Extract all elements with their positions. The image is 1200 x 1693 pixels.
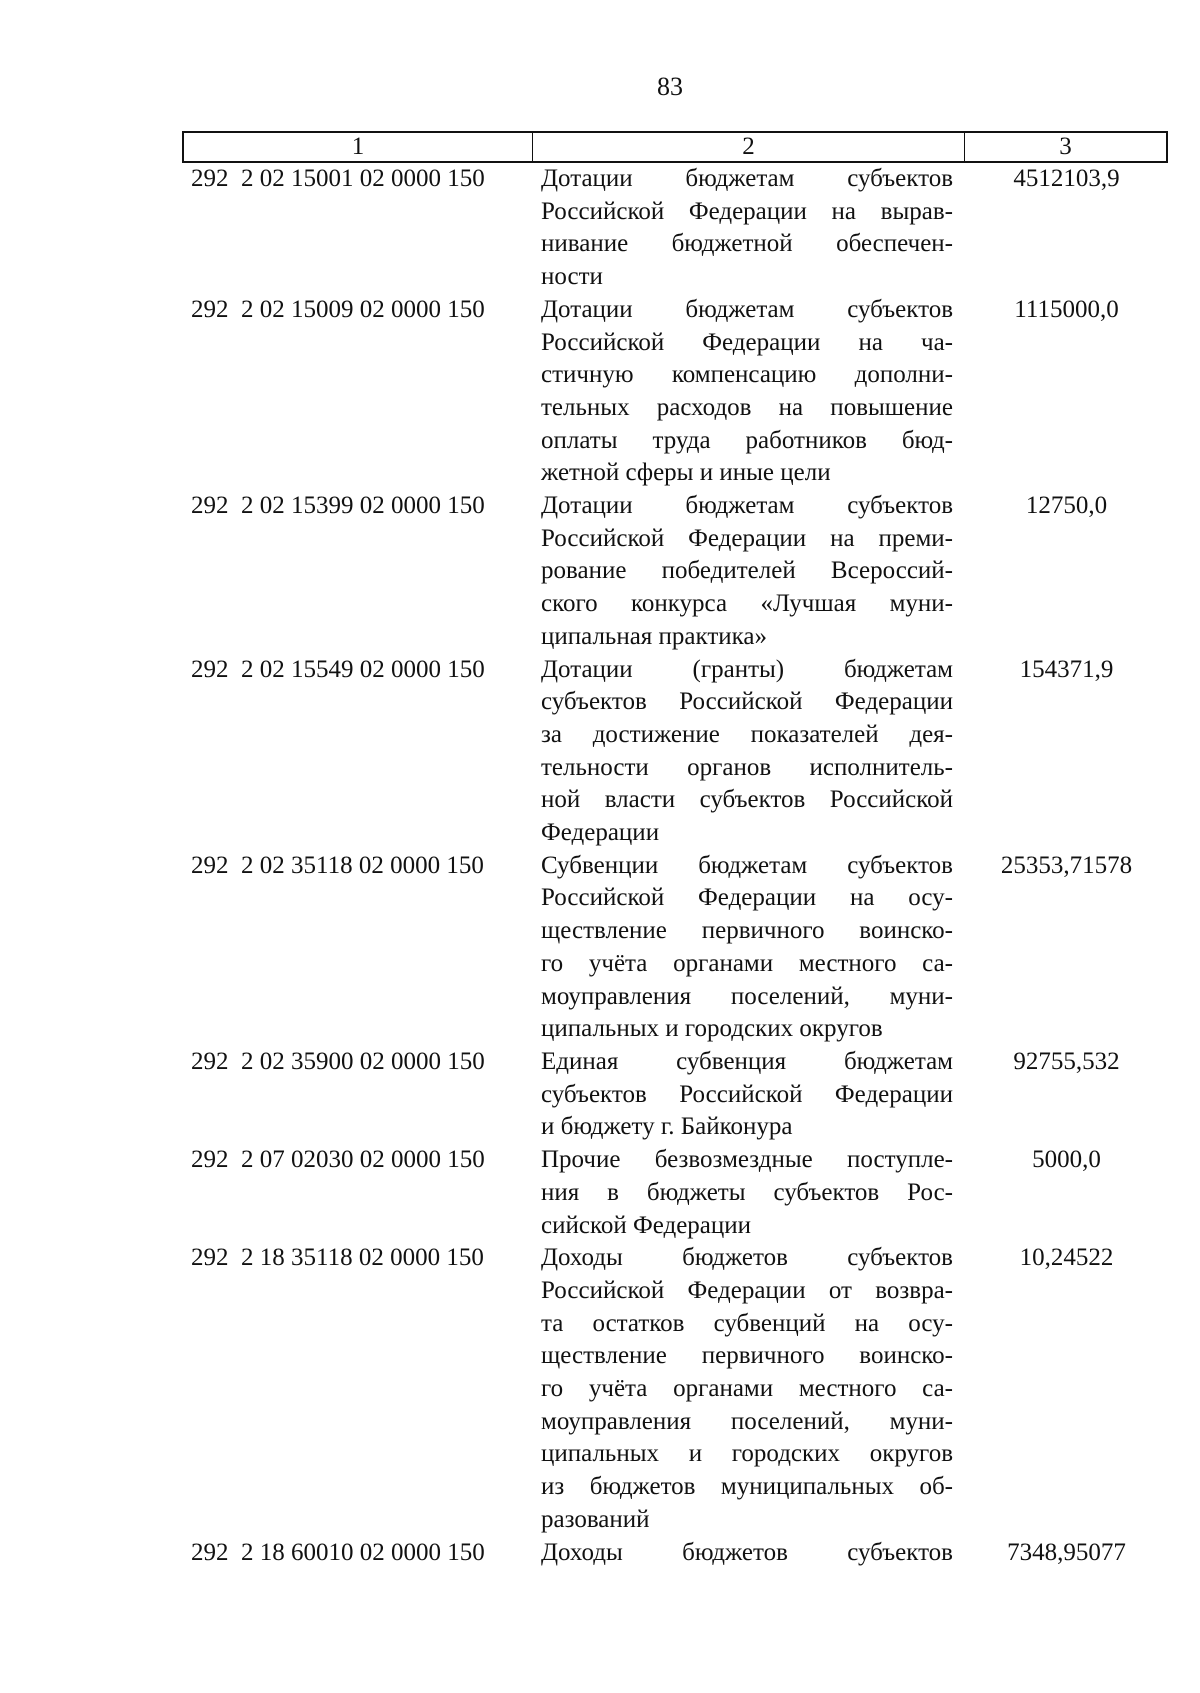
- description-line: Федерации: [541, 819, 660, 847]
- table-row: [182, 850, 1168, 1046]
- description-line: та остатков субвенций на осу-: [541, 1309, 953, 1337]
- description-line: жетной сферы и иные цели: [541, 459, 831, 487]
- description-line: Прочие безвозмездные поступле-: [541, 1146, 953, 1174]
- description-line: моуправления поселений, муни-: [541, 982, 953, 1010]
- description-line: Российской Федерации на преми-: [541, 524, 953, 552]
- table-row: [182, 1537, 1168, 1570]
- table-row: [182, 1242, 1168, 1536]
- table-row: [182, 294, 1168, 490]
- income-description: [541, 654, 953, 850]
- description-line: стичную компенсацию дополни-: [541, 361, 953, 389]
- budget-code: 292 2 18 60010 02 0000 150: [191, 1538, 485, 1566]
- column-header-3: 3: [965, 131, 1168, 163]
- description-line: ципальных и городских округов: [541, 1440, 953, 1468]
- description-line: за достижение показателей дея-: [541, 720, 953, 748]
- description-line: Доходы бюджетов субъектов: [541, 1244, 953, 1272]
- budget-code: 292 2 18 35118 02 0000 150: [191, 1244, 484, 1272]
- budget-code: 292 2 02 15549 02 0000 150: [191, 655, 485, 683]
- amount-value: 1115000,0: [1014, 295, 1119, 323]
- description-line: ной власти субъектов Российской: [541, 786, 953, 814]
- page-number: 83: [657, 72, 683, 101]
- amount-value: 154371,9: [1019, 655, 1114, 683]
- amount-value: 25353,71578: [1000, 851, 1133, 879]
- budget-table-body: [182, 163, 1168, 1569]
- description-line: Дотации (гранты) бюджетам: [541, 655, 953, 683]
- description-line: ципальная практика»: [541, 622, 768, 650]
- budget-code: 292 2 02 15399 02 0000 150: [191, 492, 485, 520]
- description-line: Доходы бюджетов субъектов: [541, 1538, 953, 1566]
- description-line: Российской Федерации на ча-: [541, 328, 953, 356]
- description-line: и бюджету г. Байконура: [541, 1113, 793, 1141]
- description-line: оплаты труда работников бюд-: [541, 426, 953, 454]
- description-line: го учёта органами местного са-: [541, 1375, 953, 1403]
- description-line: ского конкурса «Лучшая муни-: [541, 590, 953, 618]
- income-description: [541, 1242, 953, 1536]
- column-header-1: 1: [182, 131, 533, 163]
- description-line: тельности органов исполнитель-: [541, 753, 953, 781]
- description-line: Российской Федерации на вырав-: [541, 197, 953, 225]
- description-line: ности: [541, 263, 603, 291]
- description-line: Единая субвенция бюджетам: [541, 1047, 953, 1075]
- budget-code: 292 2 02 15009 02 0000 150: [191, 295, 485, 323]
- description-line: субъектов Российской Федерации: [541, 688, 953, 716]
- description-line: нивание бюджетной обеспечен-: [541, 230, 953, 258]
- budget-code: 292 2 02 35900 02 0000 150: [191, 1047, 485, 1075]
- description-line: Дотации бюджетам субъектов: [541, 492, 953, 520]
- budget-code: 292 2 02 35118 02 0000 150: [191, 851, 484, 879]
- description-line: тельных расходов на повышение: [541, 393, 953, 421]
- description-line: ципальных и городских округов: [541, 1015, 883, 1043]
- description-line: субъектов Российской Федерации: [541, 1080, 953, 1108]
- table-row: [182, 654, 1168, 850]
- table-row: [182, 1046, 1168, 1144]
- column-header-2: 2: [533, 131, 965, 163]
- budget-code: 292 2 07 02030 02 0000 150: [191, 1146, 485, 1174]
- income-description: [541, 850, 953, 1046]
- income-description: [541, 1144, 953, 1242]
- description-line: ния в бюджеты субъектов Рос-: [541, 1178, 953, 1206]
- income-description: [541, 163, 953, 294]
- description-line: ществление первичного воинско-: [541, 917, 953, 945]
- amount-value: 10,24522: [1019, 1244, 1114, 1272]
- income-description: [541, 1046, 953, 1144]
- description-line: Дотации бюджетам субъектов: [541, 165, 953, 192]
- amount-value: 5000,0: [1032, 1146, 1101, 1174]
- income-description: [541, 490, 953, 654]
- description-line: Российской Федерации на осу-: [541, 884, 953, 912]
- description-line: разований: [541, 1505, 650, 1533]
- amount-value: 4512103,9: [1013, 165, 1120, 192]
- income-description: [541, 294, 953, 490]
- amount-value: 92755,532: [1013, 1047, 1120, 1075]
- amount-value: 7348,95077: [1007, 1538, 1126, 1566]
- table-row: [182, 163, 1168, 294]
- description-line: ществление первичного воинско-: [541, 1342, 953, 1370]
- table-row: [182, 1144, 1168, 1242]
- description-line: из бюджетов муниципальных об-: [541, 1473, 953, 1501]
- amount-value: 12750,0: [1025, 492, 1108, 520]
- income-description: [541, 1537, 953, 1570]
- budget-code: 292 2 02 15001 02 0000 150: [191, 165, 485, 192]
- description-line: моуправления поселений, муни-: [541, 1407, 953, 1435]
- description-line: Российской Федерации от возвра-: [541, 1276, 953, 1304]
- description-line: Дотации бюджетам субъектов: [541, 295, 953, 323]
- table-row: [182, 490, 1168, 654]
- description-line: го учёта органами местного са-: [541, 949, 953, 977]
- description-line: Субвенции бюджетам субъектов: [541, 851, 953, 879]
- description-line: сийской Федерации: [541, 1211, 752, 1239]
- description-line: рование победителей Всероссий-: [541, 557, 953, 585]
